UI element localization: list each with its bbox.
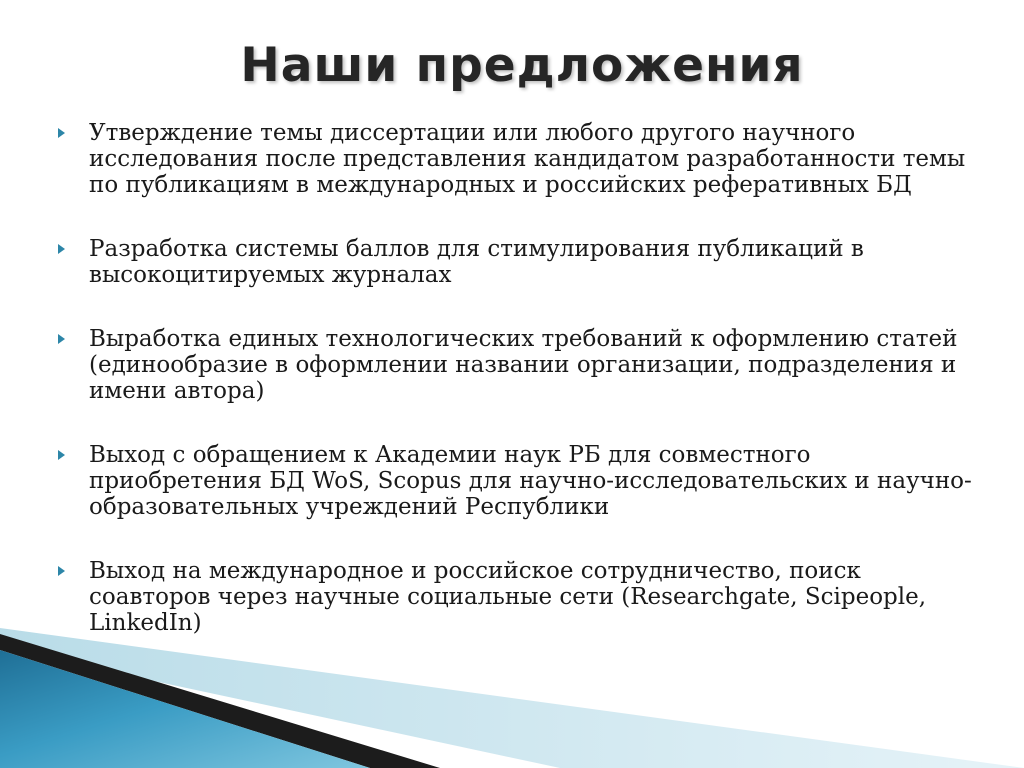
bullet-item xyxy=(58,442,978,520)
bullet-text: Утверждение темы диссертации или любого другого научного исследования после представления кандидатом разработанности темы по публикациям в международных и российских реферативных БД xyxy=(89,120,966,198)
bullet-item xyxy=(58,120,978,198)
bullet-text: Выработка единых технологических требований к оформлению статей (единообразие в оформлении названии организации, подразделения и имени автора) xyxy=(89,326,958,404)
triangle-right-icon xyxy=(58,450,65,460)
triangle-right-icon xyxy=(58,566,65,576)
triangle-right-icon xyxy=(58,128,65,138)
slide-title: Наши предложения xyxy=(240,38,804,93)
bullet-text: Разработка системы баллов для стимулирования публикаций в высокоцитируемых журналах xyxy=(89,236,864,288)
bullet-list xyxy=(58,120,978,674)
bullet-item xyxy=(58,558,978,636)
bullet-item xyxy=(58,326,978,404)
bullet-text: Выход с обращением к Академии наук РБ для совместного приобретения БД WoS, Scopus для научно-исследовательских и научно-образовательных учреждений Республики xyxy=(89,442,972,520)
triangle-right-icon xyxy=(58,334,65,344)
bullet-text: Выход на международное и российское сотрудничество, поиск соавторов через научные социальные сети (Researchgate, Scipeople, LinkedIn) xyxy=(89,558,927,636)
triangle-right-icon xyxy=(58,244,65,254)
decorative-wave-band xyxy=(0,628,1024,768)
bullet-item xyxy=(58,236,978,288)
